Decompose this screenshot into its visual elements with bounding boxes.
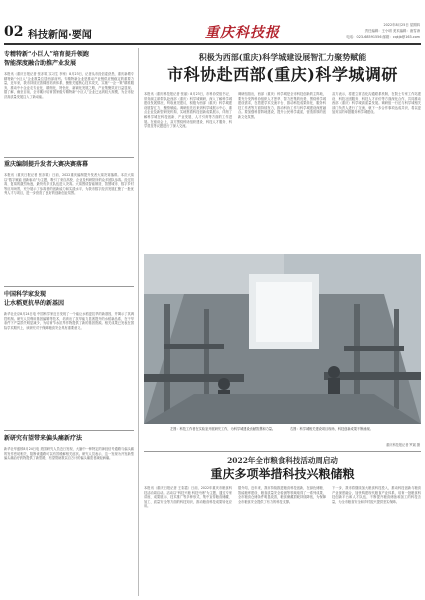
bottom-col-2: 据介绍，近年来，我市持续推进粮食科技创新，在绿色储粮、智能粮库建设、粮食质量安全检测等领域取得了一系列成果，全市粮食仓储条件明显改善，粮食储藏损耗持续降低，为保障全市粮食安全提供了有力的科技支撑。 bbox=[238, 486, 326, 504]
main-col-1: 本报讯（重庆科技报记者 张丽）8月23日，市科协党组书记、常务副主席带队赴西部（重庆）科学城调研，深入了解科学城建设发展情况，听取意见建议，积极为西部（重庆）科学城建设展智汇力、聚势赋能。调研组先后来到科学城展示中心、重点企业及新型研发机构，实地察看科技创新成果展示，详细了解科学城在科技创新、产业发展、人才引育等方面的工作进展。在座谈会上，双方围绕科协组织建设、科技人才服务、科学普及等议题进行了深入交流。 bbox=[144, 92, 232, 129]
article-body: 本报讯（重庆日报记者 张亦筑）日前，2022重庆编制提升发者大赛决赛落幕。本次大赛以“数字赋能 创新驱动”为主题，吸引了来自高校、企业及科研院所的众多团队参赛。经过初赛、复赛的激烈角逐，最终有多支队伍进入决赛。大赛围绕智能制造、智慧城市、数字乡村等应用场景，充分展示了参赛者的创新能力和实践水平，为我市数字经济发展汇聚了一批优秀人才与项目，进一步营造了良好的创新创业氛围。 bbox=[4, 173, 134, 196]
news-photo bbox=[144, 254, 421, 424]
contact-line: 电话：023-68591556 邮箱：cqkjb@163.com bbox=[346, 35, 420, 39]
date-line: 2022年8月25日 星期四 bbox=[383, 23, 420, 27]
article-body: 新华社北京8月24日电 中国科学家近日发现了一个能让水稻更抗旱的新基因，并揭示了其调控机制。研究人员利用基因编辑等技术，培育出了抗旱能力显著提升的水稻新品系，在干旱条件下产量损失明显减少，为培育节水抗旱作物提供了新的基因资源。相关成果已发表在国际学术期刊上，该研究对于保障粮食安全具有重要意义。 bbox=[4, 312, 134, 330]
main-headline: 市科协赴西部(重庆)科学城调研 bbox=[167, 65, 398, 84]
main-col-2: 调研组指出，西部（重庆）科学城是全市科技创新的主阵地，要充分发挥科协组织人才荟萃、智力密集的优势，围绕科学城建设需求，在搭建学术交流平台、推动科技成果转化、服务科技工作者等方面持续发力，推动科协工作与科学城建设深度融合。要加强科普阵地建设，提升公民科学素质，营造浓厚的创新文化氛围。 bbox=[238, 92, 326, 119]
divider bbox=[144, 451, 421, 452]
article-body: 新华社华盛顿8月24日电 美国研究人员近日发现，大脑中一种特定的神经信号通路与偏头痛的发作密切相关，阻断该通路可以有效缓解相关症状。研究人员表示，这一发现为开发新型偏头痛治疗药物提供了新思路，有望帮助数以百万计的偏头痛患者减轻病痛。 bbox=[4, 447, 134, 461]
article-title: 中国科学家发现 bbox=[4, 291, 47, 298]
divider bbox=[4, 430, 134, 431]
article-title: 重庆编制提升发者大赛决赛落幕 bbox=[4, 161, 89, 168]
column-rule bbox=[138, 48, 139, 596]
page-number: 02 bbox=[4, 24, 24, 40]
main-kicker: 积极为西部(重庆)科学城建设展智汇力聚势赋能 bbox=[198, 52, 367, 62]
article-4 bbox=[4, 434, 134, 597]
photo-credit: 重庆科技报记者 罗斌 摄 bbox=[386, 443, 420, 447]
masthead-logo: 重庆科技报 bbox=[205, 25, 280, 41]
article-2 bbox=[4, 160, 134, 291]
bottom-col-1: 本报讯（重庆日报记者 王彩霞）日前，2022年重庆市粮食科技活动周启动。活动以“科技兴粮 科技兴储”为主题，通过专家讲座、成果展示、技术推广等多种形式，集中宣传粮食储藏、加工、质量安全等方面的科技知识，推动粮食科技成果转化应用。 bbox=[144, 486, 232, 509]
article-3 bbox=[4, 290, 134, 440]
article-title: 专精特新“小巨人”培育提升领跑 bbox=[4, 51, 89, 58]
section-name: 科技新闻·要闻 bbox=[28, 30, 92, 41]
divider bbox=[4, 286, 134, 287]
divider bbox=[4, 157, 134, 158]
main-col-3: 双方表示，将建立常态化沟通联系机制，在院士专家工作站建设、科技社团服务、科技人才评价等方面深化合作，共同推动西部（重庆）科学城高质量发展。调研组一行还与科学城相关部门负责人进行了交流，就下一步合作事项达成共识，将以更加务实的举措服务科学城建设。 bbox=[332, 92, 421, 115]
photo-caption-left: 左图：科技工作者在实验室开展研究工作，为科学城建设贡献智慧和力量。 bbox=[170, 427, 276, 431]
photo-caption-right: 右图：科学城相关建设项目现场，科技创新成果不断涌现。 bbox=[290, 427, 373, 431]
header-rule bbox=[4, 43, 421, 45]
article-subtitle: 让水稻更抗旱的新基因 bbox=[4, 300, 65, 307]
article-body: 本报讯（重庆日报记者 张亦筑 实习生 李家）8月23日，记者从市经信委获悉，重庆新增专精特新“小巨人”企业数量位居西部前列。专精特新企业是推动产业链供应链稳定的重要力量，近年来，我市持续完善梯度培育体系，聚焦关键核心技术攻关，实施“一企一策”精准服务，推动中小企业走专业化、精细化、特色化、新颖化发展之路，产业集聚效应日益显现。据了解，截至目前，全市累计培育国家级专精特新“小巨人”企业已达到较大规模，为全市经济高质量发展注入了新动能。 bbox=[4, 72, 134, 99]
bottom-col-3: 下一步，我市将继续加大粮食科技投入，推动科技创新与粮食产业深度融合，加快构建现代粮食产业体系，培育一批粮食科技创新平台和人才队伍，不断提升粮食储备和加工的科技含量，为全市粮食安全和乡村振兴提供坚实保障。 bbox=[332, 486, 421, 504]
article-subtitle: 智能深度融合助推产业发展 bbox=[4, 60, 77, 67]
lab-construction-image bbox=[144, 254, 421, 424]
page-header bbox=[0, 22, 425, 42]
editor-line: 责任编辑：王小明 美术编辑：唐雪涛 bbox=[364, 29, 420, 33]
bottom-headline: 重庆多项举措科技兴粮储粮 bbox=[210, 467, 355, 481]
bottom-kicker: 2022年全市粮食科技活动周启动 bbox=[227, 456, 338, 465]
article-1 bbox=[4, 50, 134, 150]
article-title: 新研究有望带来偏头痛新疗法 bbox=[4, 435, 83, 442]
